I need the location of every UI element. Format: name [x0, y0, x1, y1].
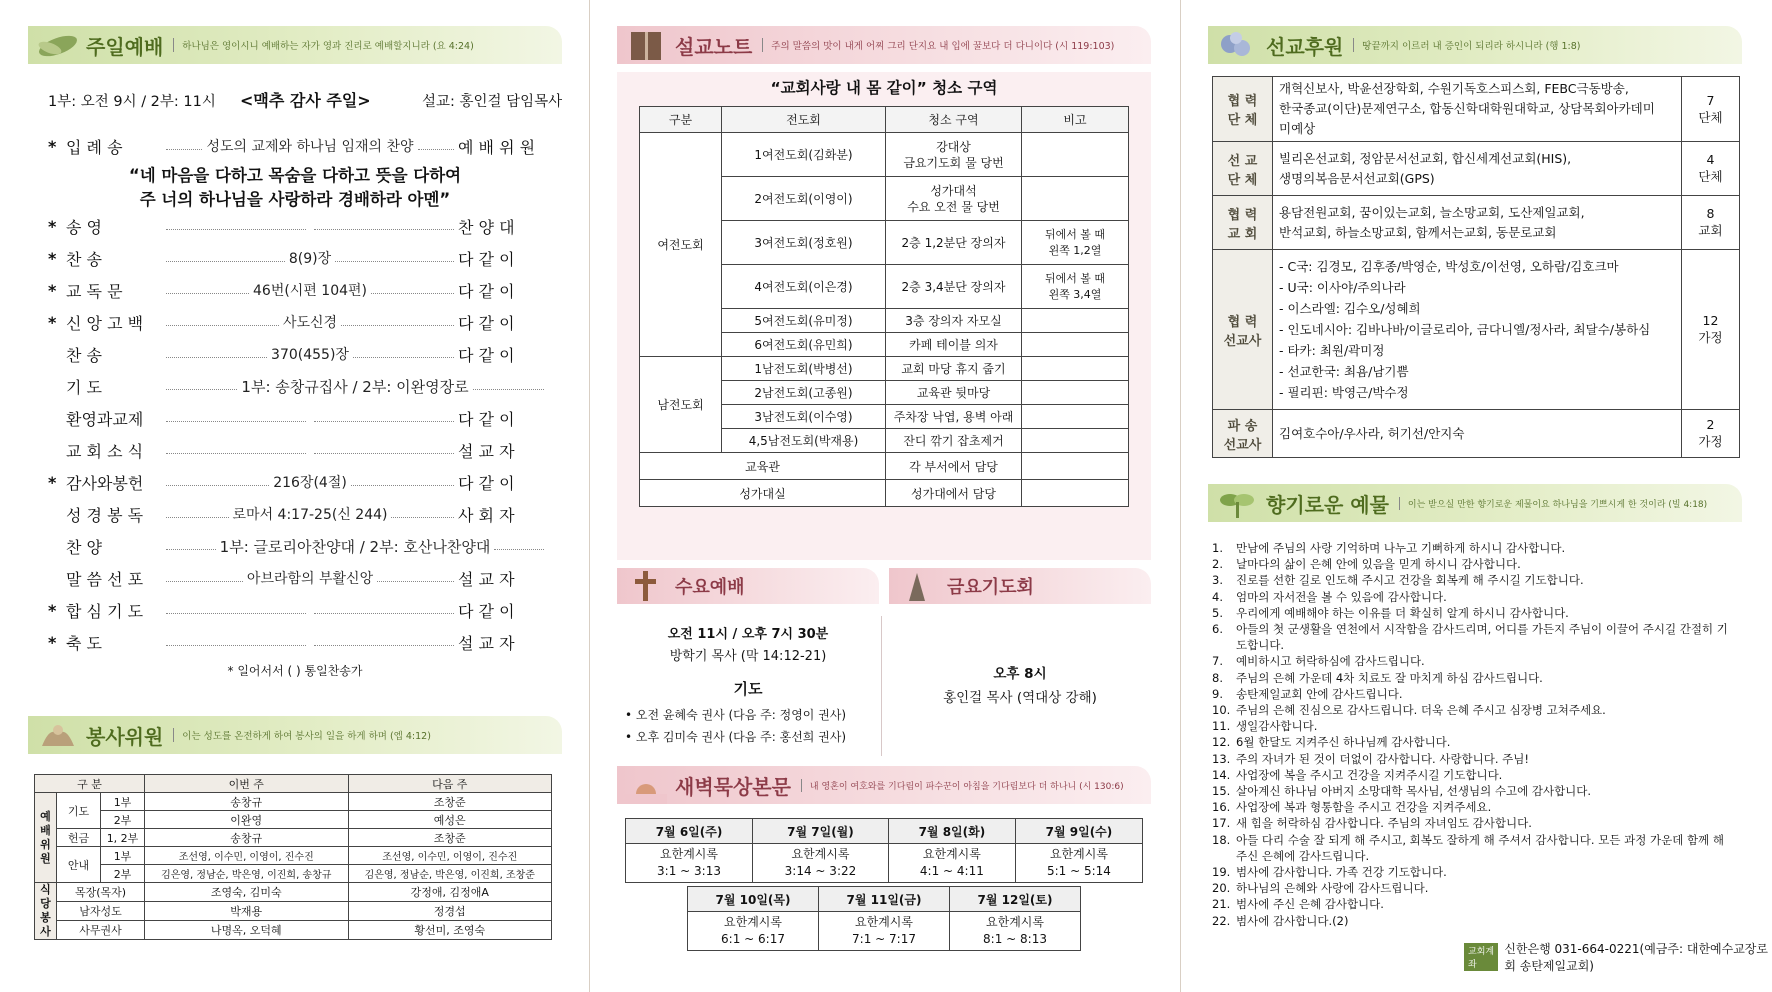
mission-category: 협 력 선교사 — [1213, 250, 1273, 410]
cross-icon — [617, 568, 675, 604]
list-item: 18. 아들 다리 수술 잘 되게 해 주시고, 회복도 잘하게 해 주셔서 감사합니다. 모든 과정 가운데 함께 해 주신 은혜에 감사드립니다. — [1212, 832, 1724, 863]
order-leader: 설 교 자 — [458, 441, 515, 461]
list-item: 14. 사업장에 복을 주시고 건강을 지켜주시길 기도합니다. — [1212, 767, 1503, 782]
table-row — [1213, 196, 1740, 250]
mission-list: 빌리온선교회, 정암문서선교회, 합신세계선교회(HIS), 생명의복음문서선교회(GPS) — [1273, 142, 1682, 196]
table-row: 2여전도회(이영이) 성가대석 수요 오전 물 당번 — [640, 177, 1129, 221]
dawn-table-2 — [687, 886, 1081, 951]
order-name: 합 심 기 도 — [66, 601, 144, 621]
order-leader: 설 교 자 — [458, 633, 515, 653]
volunteers-verse: 이는 성도를 온전하게 하여 봉사의 일을 하게 하며 (엡 4:12) — [173, 728, 431, 742]
dawn-date: 7월 6일(주) — [626, 819, 753, 844]
order-name: 찬 송 — [66, 345, 102, 365]
dawn-passage: 요한계시록 4:1 ~ 4:11 — [888, 844, 1015, 883]
table-row: 3남전도회(이수영) 주차장 낙엽, 용벽 아래 — [640, 405, 1129, 429]
table-row: 예배위원 기도 1부 송창규 조창준 — [35, 793, 552, 811]
order-item — [48, 402, 548, 434]
table-row: 6여전도회(유민희) 카페 테이블 의자 — [640, 333, 1129, 357]
account-text: 신한은행 031-664-0221(예금주: 대한예수교장로회 송탄제일교회) — [1504, 942, 1768, 973]
order-name: 성 경 봉 독 — [66, 505, 144, 525]
order-detail: 370(455)장 — [271, 347, 349, 363]
worship-title: 주일예배 — [86, 34, 164, 59]
order-name: 찬 송 — [66, 249, 102, 269]
dawn-passage: 요한계시록 8:1 ~ 8:13 — [950, 912, 1081, 951]
cleaning-title: “교회사랑 내 몸 같이” 청소 구역 — [770, 79, 998, 97]
mission-count: 8 교회 — [1682, 196, 1740, 250]
table-row — [1213, 250, 1740, 410]
order-name: 교 회 소 식 — [66, 441, 144, 461]
table-row: 성가대실 성가대에서 담당 — [640, 480, 1129, 507]
list-item: 20. 하나님의 은혜와 사랑에 감사드립니다. — [1212, 881, 1429, 896]
table-row: 교육관 각 부서에서 담당 — [640, 453, 1129, 480]
order-leader: 다 같 이 — [458, 473, 515, 493]
mission-title: 선교후원 — [1266, 34, 1344, 59]
service-times: 1부: 오전 9시 / 2부: 11시 — [48, 94, 216, 110]
dawn-passage: 요한계시록 6:1 ~ 6:17 — [688, 912, 819, 951]
table-row: 5여전도회(유미정) 3층 장의자 자모실 — [640, 309, 1129, 333]
list-item: 4. 엄마의 자서전을 볼 수 있음에 감사합니다. — [1212, 589, 1447, 604]
grp-guide: 안내 — [57, 847, 101, 883]
sermon-verse: 주의 말씀의 맛이 내게 어찌 그리 단지요 내 입에 꿀보다 더 다니이다 (시 119:103) — [762, 38, 1114, 52]
dawn-title: 새벽묵상본문 — [675, 774, 791, 799]
mission-banner — [1208, 26, 1742, 64]
mission-list: - C국: 김경모, 김후종/박영순, 박성호/이선영, 오하람/김호크마 - U국: 이사야/주의나라 - 이스라엘: 김수오/성혜희 - 인도네시아: 김바나바/이글로리아, 금다니엘/정사라, 최달수/봉하심 - 타카: 최원/곽미정 - 선교한국: 최욤/남기쁨 - 필리핀: 박영근/박수정 — [1273, 250, 1682, 410]
list-item: 10. 주님의 은혜 진심으로 감사드립니다. 더욱 은혜 주시고 심장병 고쳐주세요. — [1212, 703, 1606, 718]
hands-icon — [28, 716, 86, 754]
order-detail: 사도신경 — [282, 315, 338, 331]
group-cell: 남전도회 — [640, 357, 722, 453]
thanks-title: 향기로운 예물 — [1266, 492, 1389, 517]
table-row — [1213, 77, 1740, 142]
worship-verse: 하나님은 영이시니 예배하는 자가 영과 진리로 예배할지니라 (요 4:24) — [173, 38, 474, 52]
dawn-date: 7월 11일(금) — [819, 887, 950, 912]
group-cell: 여전도회 — [640, 133, 722, 357]
wed-title: 수요예배 — [675, 577, 745, 598]
mission-category: 선 교 단 체 — [1213, 142, 1273, 196]
order-detail: 216장(4절) — [273, 475, 347, 491]
fri-block: 오후 8시 홍인걸 목사 (역대상 강해) — [943, 666, 1097, 706]
order-name: 기 도 — [66, 377, 102, 397]
order-leader: 찬 양 대 — [458, 217, 515, 237]
order-name: 찬 양 — [66, 537, 102, 557]
order-leader: 다 같 이 — [458, 345, 515, 365]
leaf-icon — [28, 26, 86, 64]
flower-icon — [1208, 26, 1266, 64]
mission-verse: 땅끝까지 이르러 내 증인이 되리라 하시니라 (행 1:8) — [1353, 38, 1580, 52]
order-item: * 합 심 기 도 다 같 이 — [48, 594, 548, 626]
dawn-passage: 요한계시록 3:14 ~ 3:22 — [753, 844, 889, 883]
dawn-verse: 내 영혼이 여호와를 기다림이 파수꾼이 아침을 기다림보다 더 하나니 (시 130:6) — [801, 779, 1124, 792]
order-item: * 신 앙 고 백 사도신경 다 같 이 — [48, 306, 548, 338]
order-leader: 다 같 이 — [458, 249, 515, 269]
account-tag: 교회계좌 — [1464, 943, 1498, 971]
table-row: 4,5남전도회(박재용) 잔디 깎기 잡초제거 — [640, 429, 1129, 453]
volunteers-table — [34, 774, 552, 940]
order-item: * 입 례 송 성도의 교제와 하나님 임재의 찬양 예 배 위 원 — [48, 130, 548, 162]
standing-note: * 일어서서 ( ) 통일찬송가 — [227, 664, 363, 678]
list-item: 5. 우리에게 예배해야 하는 이유를 더 확실히 알게 하시니 감사합니다. — [1212, 605, 1569, 620]
church-account — [1464, 940, 1772, 974]
mission-count: 12 가정 — [1682, 250, 1740, 410]
dawn-table-1 — [625, 818, 1143, 883]
dawn-date: 7월 7일(월) — [753, 819, 889, 844]
order-item: * 감사와봉헌 216장(4절) 다 같 이 — [48, 466, 548, 498]
order-leader: 다 같 이 — [458, 281, 515, 301]
list-item: 7. 예비하시고 허락하심에 감사드립니다. — [1212, 654, 1425, 669]
order-leader: 다 같 이 — [458, 409, 515, 429]
order-leader: 사 회 자 — [458, 505, 515, 525]
order-item — [48, 562, 548, 594]
mission-table — [1212, 76, 1740, 458]
dawn-banner — [617, 766, 1151, 804]
volunteers-title: 봉사위원 — [86, 724, 164, 749]
mission-category: 협 력 단 체 — [1213, 77, 1273, 142]
order-name: 환영과교제 — [66, 409, 144, 429]
order-item — [48, 434, 548, 466]
column-worship — [0, 0, 590, 992]
list-item: 16. 사업장에 복과 형통함을 주시고 건강을 지켜주세요. — [1212, 800, 1492, 815]
list-item: 9. 송탄제일교회 안에 감사드립니다. — [1212, 686, 1403, 701]
dawn-date: 7월 8일(화) — [888, 819, 1015, 844]
wed-prayers: • 오전 윤혜숙 권사 (다음 주: 정영이 권사) • 오후 김미숙 권사 (다음 주: 홍선희 권사) — [625, 708, 847, 744]
quote-line-2: 주 너의 하나님을 사랑하라 경배하라 아멘” — [139, 190, 451, 209]
dawn-passage: 요한계시록 5:1 ~ 5:14 — [1015, 844, 1142, 883]
dawn-date: 7월 10일(목) — [688, 887, 819, 912]
mission-category: 파 송 선교사 — [1213, 410, 1273, 458]
quote-line-1: “네 마음을 다하고 목숨을 다하고 뜻을 다하여 — [128, 166, 462, 185]
dawn-date: 7월 12일(토) — [950, 887, 1081, 912]
fri-title: 금요기도회 — [947, 577, 1034, 598]
list-item: 13. 주의 자녀가 된 것이 더없이 감사합니다. 사랑합니다. 주님! — [1212, 751, 1530, 766]
mission-count: 7 단체 — [1682, 77, 1740, 142]
order-item: * 찬 송 8(9)장 다 같 이 — [48, 242, 548, 274]
order-leader: 다 같 이 — [458, 601, 515, 621]
service-preacher: 설교: 홍인걸 담임목사 — [422, 94, 563, 110]
order-name: 말 씀 선 포 — [66, 569, 144, 589]
sermon-banner — [617, 26, 1151, 64]
list-item: 19. 범사에 감사합니다. 가족 건강 기도합니다. — [1212, 865, 1447, 880]
list-item: 15. 살아계신 하나님 아버지 소망대학 목사님, 선생님의 수고에 감사합니다. — [1212, 784, 1592, 799]
grp-offering: 헌금 — [57, 829, 101, 847]
col-next: 다음 주 — [348, 775, 552, 793]
mission-count: 2 가정 — [1682, 410, 1740, 458]
table-row: 여전도회 1여전도회(김화분) 강대상 금요기도회 물 당번 — [640, 133, 1129, 177]
wed-banner — [617, 568, 879, 604]
list-item: 8. 주님의 은혜 가운데 4차 치료도 잘 마치게 하심 감사드립니다. — [1212, 670, 1543, 685]
thanks-list — [1212, 540, 1732, 929]
order-item — [48, 338, 548, 370]
order-detail: 성도의 교제와 하나님 임재의 찬양 — [206, 139, 414, 155]
order-item: * 교 독 문 46번(시편 104편) 다 같 이 — [48, 274, 548, 306]
order-detail: 1부: 글로리아찬양대 / 2부: 호산나찬양대 — [219, 537, 491, 556]
list-item: 21. 범사에 주신 은혜 감사합니다. — [1212, 897, 1384, 912]
list-item: 1. 만남에 주님의 사랑 기억하며 나누고 기뻐하게 하시니 감사합니다. — [1212, 541, 1566, 555]
mission-list: 용담전원교회, 꿈이있는교회, 늘소망교회, 도산제일교회, 반석교회, 하늘소망교회, 함께서는교회, 동문로교회 — [1273, 196, 1682, 250]
dawn-passage: 요한계시록 7:1 ~ 7:17 — [819, 912, 950, 951]
order-name: 신 앙 고 백 — [66, 313, 144, 333]
wed-block: 오전 11시 / 오후 7시 30분 방학기 목사 (막 14:12-21) — [667, 627, 829, 664]
table-row: 2부 김은영, 정남순, 박은영, 이진희, 송창규 김은영, 정남순, 박은영, 이진희, 조창준 — [35, 865, 552, 883]
sermon-title: 설교노트 — [675, 34, 753, 59]
order-detail: 46번(시편 104편) — [253, 283, 368, 299]
thanks-banner — [1208, 484, 1742, 522]
order-name: 축 도 — [66, 633, 102, 653]
thanks-verse: 이는 받으실 만한 향기로운 제물이요 하나님을 기쁘시게 한 것이라 (빌 4:18) — [1399, 497, 1707, 510]
table-row: 식당봉사 목장(목자) 조영숙, 김미숙 강정애, 김정애A — [35, 883, 552, 902]
mission-list: 개혁신보사, 박윤선장학회, 수원기독호스피스회, FEBC극동방송, 한국종교(이단)문제연구소, 합동신학대학원대학교, 상담목회아카데미 미예상 — [1273, 77, 1682, 142]
worship-banner — [28, 26, 562, 64]
mission-list: 김여호수아/우사라, 허기선/안지숙 — [1273, 410, 1682, 458]
mission-category: 협 력 교 회 — [1213, 196, 1273, 250]
cat-worship: 예배위원 — [35, 793, 57, 883]
order-item: * 송 영 찬 양 대 — [48, 210, 548, 242]
order-leader: 예 배 위 원 — [458, 137, 536, 157]
cleaning-table: 구분 전도회 청소 구역 비고 여전도회 1여전도회(김화분) 강대상 금요기도회 물 당번 2여전도회(이영이) 성가대석 수요 오전 물 당번 3여전도회(정호원) 2층 1,2분단 장의자 뒤에서 볼 때 왼쪽 1,2열 4여전도회(이은경) 2층 3,4분단 장의자 뒤에서 볼 때 왼쪽 3,4열 5여전도회(유미정) 3층 장의자 자모실 6여전도회(유민희) 카페 테이블 의자 남전도회 1남전도회(박병선) 교회 마당 휴지 줍기 2남전도회(고종원) 교육관 뒷마당 3남전도회(이수영) 주차장 낙엽, 용벽 아래 4,5남전도회(박재용) 잔디 깎기 잡초제거 교육관 각 부서에서 담당 성가대실 성가대에서 담당 — [639, 106, 1129, 507]
order-leader: 다 같 이 — [458, 313, 515, 333]
sunrise-icon — [617, 766, 675, 804]
list-item: 3. 진로를 선한 길로 인도해 주시고 건강을 회복케 해 주시길 기도합니다. — [1212, 573, 1584, 588]
order-name: 입 례 송 — [66, 137, 123, 157]
divider — [881, 616, 882, 756]
dawn-date: 7월 9일(수) — [1015, 819, 1142, 844]
table-row — [1213, 142, 1740, 196]
column-sermon: 설교노트 주의 말씀의 맛이 내게 어찌 그리 단지요 내 입에 꿀보다 더 다니이다 (시 119:103) “교회사랑 내 몸 같이” 청소 구역 구분 전도회 청소 구역 비고 여전도회 1여전도회(김화분) 강대상 금요기도회 물 당번 2여전도회(이영이) 성가대석 수요 오전 물 당번 3여전도회(정호원) 2층 1,2분단 장의자 뒤에서 볼 때 왼쪽 1,2열 4여전도회(이은경) 2층 3,4분단 장의자 뒤에서 볼 때 왼쪽 3,4열 5여전도회(유미정) 3층 장의자 자모실 6여전도회(유민희) 카페 테이블 의자 남전도회 1남전도회(박병선) 교회 마당 휴지 줍기 2남전도회(고종원) 교육관 뒷마당 3남전도회(이수영) 주차장 낙엽, 용벽 아래 4,5남전도회(박재용) 잔디 깎기 잡초제거 교육관 각 부서에서 담당 성가대실 성가대에서 담당 수요예배 금요기도회 오전 11시 / 오후 7시 30분 방학기 목사 (막 14:12-21) 기도 • 오전 윤혜숙 권사 (다음 주: 정영이 권사) • 오후 김미숙 권사 (다음 주: 홍선희 권사) 오후 8시 홍인걸 목사 (역대상 강해) 새벽묵상본문 내 영혼이 여호와를 기다림이 파수꾼이 아침을 기다림보다 더 하나니 (시 130:6) 7월 6일(주) 7월 7일(월) 7월 8일(화) 7월 9일(수) 요한계시록 3:1 ~ 3:13 요한계시록 3:14 ~ 3:22 요한계시록 4:1 ~ 4:11 요한계시록 5:1 ~ 5:14 7월 10일(목) 7월 11일(금) 7월 12일(토) 요한계시록 6:1 ~ 6:17 요한계시록 7:1 ~ 7:17 요한계시록 8:1 ~ 8:13 — [591, 0, 1181, 992]
table-row: 사무권사 나명옥, 오덕혜 황선미, 조영숙 — [35, 921, 552, 940]
list-item: 12. 6월 한달도 지켜주신 하나님께 감사합니다. — [1212, 735, 1451, 750]
order-name: 감사와봉헌 — [66, 473, 144, 493]
order-item — [48, 530, 548, 562]
volunteers-banner — [28, 716, 562, 754]
table-row: 헌금 1, 2부 송창규 조창준 — [35, 829, 552, 847]
cat-meal: 식당봉사 — [35, 883, 57, 940]
service-theme: <맥추 감사 주일> — [240, 91, 371, 110]
table-row: 3여전도회(정호원) 2층 1,2분단 장의자 뒤에서 볼 때 왼쪽 1,2열 — [640, 221, 1129, 265]
table-row: 안내 1부 조선영, 이수민, 이영이, 진수진 조선영, 이수민, 이영이, 진수진 — [35, 847, 552, 865]
list-item: 11. 생일감사합니다. — [1212, 719, 1318, 734]
list-item: 6. 아들의 첫 군생활을 연천에서 시작함을 감사드리며, 어디를 가든지 주님이 이끌어 주시길 간절히 기도합니다. — [1212, 622, 1728, 653]
col-this: 이번 주 — [145, 775, 349, 793]
list-item: 22. 범사에 감사합니다.(2) — [1212, 913, 1349, 928]
col-sep: 구 분 — [35, 775, 145, 793]
table-row: 남자성도 박재용 정경섭 — [35, 902, 552, 921]
mission-count: 4 단체 — [1682, 142, 1740, 196]
table-row: 2남전도회(고종원) 교육관 뒷마당 — [640, 381, 1129, 405]
table-row: 남전도회 1남전도회(박병선) 교회 마당 휴지 줍기 — [640, 357, 1129, 381]
order-detail: 로마서 4:17-25(신 244) — [232, 507, 388, 523]
table-row — [1213, 410, 1740, 458]
order-item — [48, 370, 548, 402]
list-item: 2. 날마다의 삶이 은혜 안에 있음을 믿게 하시니 감사합니다. — [1212, 557, 1521, 572]
table-row: 2부 이완영 예성은 — [35, 811, 552, 829]
dawn-passage: 요한계시록 3:1 ~ 3:13 — [626, 844, 753, 883]
order-leader: 설 교 자 — [458, 569, 515, 589]
order-detail: 아브라함의 부활신앙 — [246, 571, 374, 587]
order-item: * 축 도 설 교 자 — [48, 626, 548, 658]
book-icon — [617, 26, 675, 64]
worship-quote — [0, 164, 590, 212]
pray-icon — [889, 568, 947, 604]
sprout-icon — [1208, 484, 1266, 522]
fri-banner — [889, 568, 1151, 604]
order-detail: 1부: 송창규집사 / 2부: 이완영장로 — [241, 377, 469, 396]
grp-prayer: 기도 — [57, 793, 101, 829]
order-item — [48, 498, 548, 530]
order-name: 송 영 — [66, 217, 102, 237]
table-row: 4여전도회(이은경) 2층 3,4분단 장의자 뒤에서 볼 때 왼쪽 3,4열 — [640, 265, 1129, 309]
order-name: 교 독 문 — [66, 281, 123, 301]
order-detail: 8(9)장 — [288, 251, 332, 267]
list-item: 17. 새 힘을 허락하심 감사합니다. 주님의 자녀임도 감사합니다. — [1212, 816, 1532, 831]
